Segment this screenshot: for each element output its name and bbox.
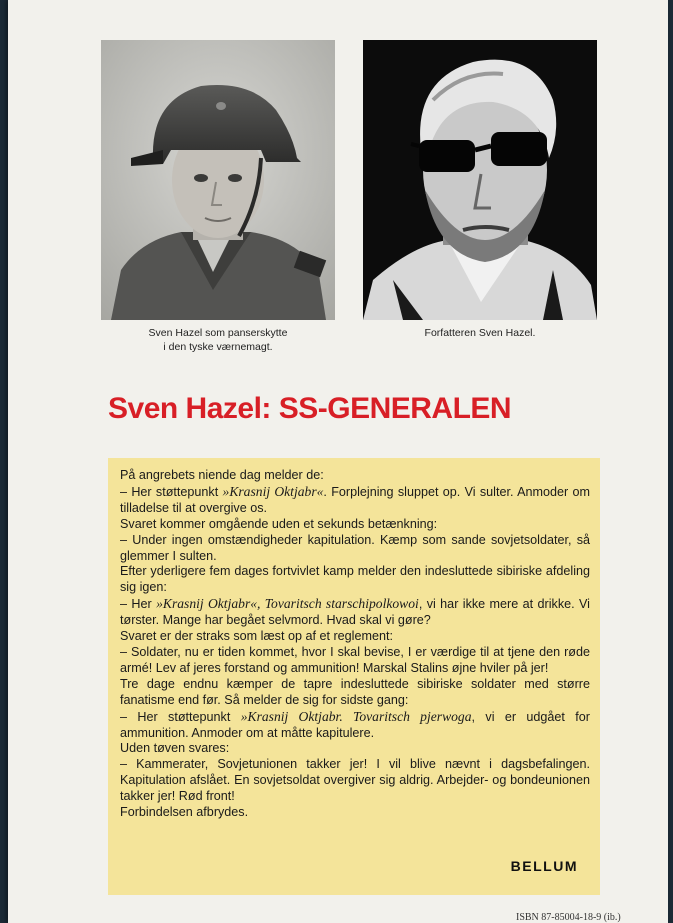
blurb-paragraph: Svaret kommer omgående uden et sekunds betænkning: — [120, 516, 438, 531]
blurb-paragraph: På angrebets niende dag melder de: — [120, 468, 324, 482]
blurb-paragraph: – Kammerater, Sovjetunionen takker jer! I vil blive nævnt i dagsbefalingen. Kapitulation afslået. En sovjetsoldat overgiver sig aldrig. Arbejder- og bondeunionen takker jer! Rød front! — [120, 757, 590, 804]
book-back-cover — [8, 0, 668, 923]
blurb-paragraph: Tre dage endnu kæmper de tapre indesluttede sibiriske soldater med større fanatisme end før. Så melder de sig for sidste gang: — [120, 676, 590, 707]
blurb-paragraph: Forbindelsen afbrydes. — [120, 805, 249, 820]
blurb-paragraph: – Her støttepunkt »Krasnij Oktjabr. Tovaritsch pjerwoga, vi er udgået for ammunition. Anmoder om at måtte kapitulere. — [120, 708, 590, 740]
publisher-logo: BELLUM — [510, 858, 578, 875]
soldier-photo — [101, 40, 335, 320]
isbn-number: ISBN 87-85004-18-9 (ib.) — [516, 912, 621, 923]
blurb-paragraph: Efter yderligere fem dages fortvivlet kamp melder den indesluttede sibiriske afdeling sig igen: — [120, 564, 590, 595]
soldier-caption-line-2: i den tyske værnemagt. — [163, 341, 273, 353]
blurb-paragraph: Svaret er der straks som læst op af et reglement: — [120, 629, 393, 644]
soldier-caption-line-1: Sven Hazel som panserskytte — [148, 327, 288, 339]
blurb-paragraph: – Under ingen omstændigheder kapitulation. Kæmp som sande sovjetsoldater, så glemmer I sulten. — [120, 532, 590, 563]
blurb-paragraph: – Soldater, nu er tiden kommet, hvor I skal bevise, I er værdige til at tjene den røde armé! Lev af jeres forstand og ammunition! Marskal Stalins øjne hviler på jer! — [120, 644, 590, 675]
soldier-photo-caption — [101, 326, 335, 354]
blurb-paragraph: Uden tøven svares: — [120, 741, 230, 756]
blurb-paragraph: – Her »Krasnij Oktjabr«, Tovaritsch starschipolkowoi, vi har ikke mere at drikke. Vi tørster. Mange har begået selvmord. Hvad skal vi gøre? — [120, 596, 590, 628]
author-photo-caption: Forfatteren Sven Hazel. — [424, 327, 536, 339]
blurb-paragraph: – Her støttepunkt »Krasnij Oktjabr«. Forplejning sluppet op. Vi sulter. Anmoder om tilladelse til at overgive os. — [120, 483, 590, 515]
blurb-box — [108, 458, 600, 895]
author-photo — [363, 40, 597, 320]
book-title: Sven Hazel: SS-GENERALEN — [108, 392, 512, 425]
